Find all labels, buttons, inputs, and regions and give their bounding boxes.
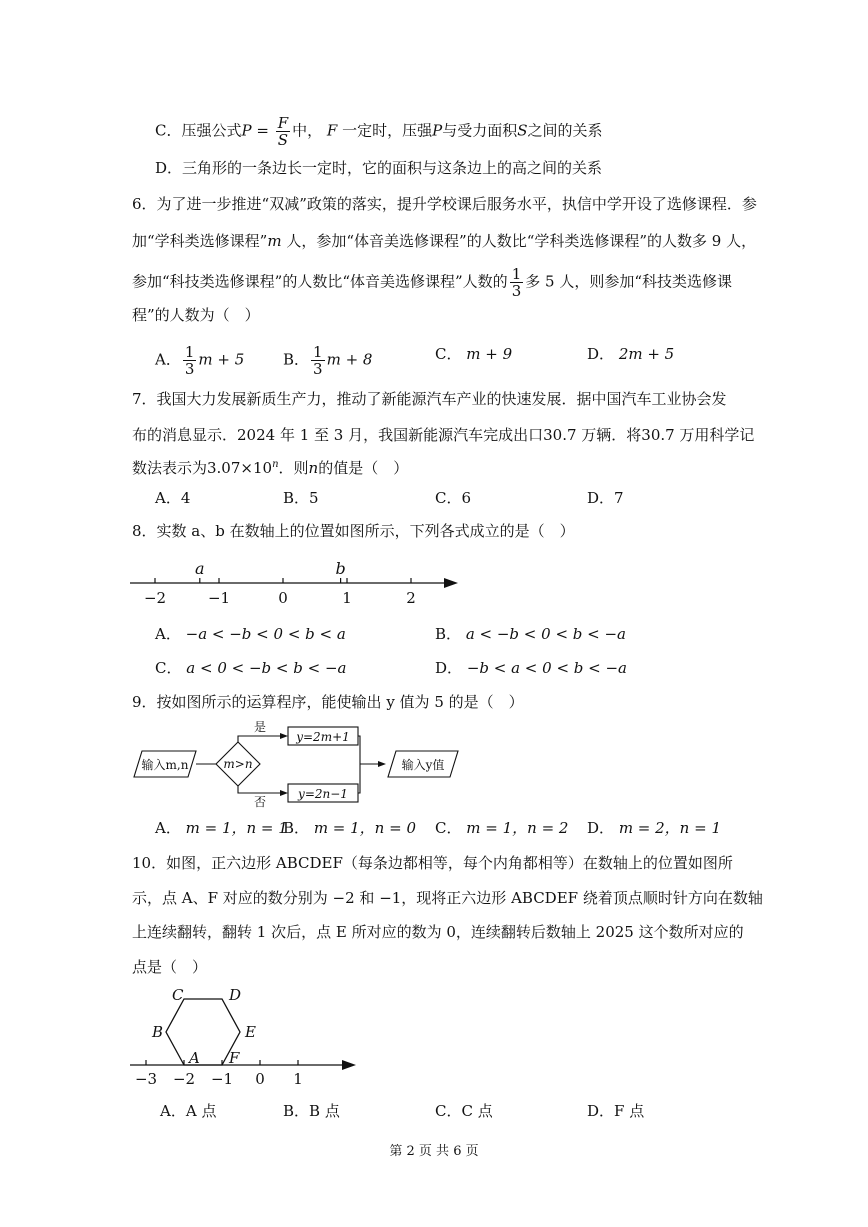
arrow-icon <box>280 790 288 796</box>
option-text: 中， <box>292 121 323 140</box>
option-expr: a < 0 < −b < b < −a <box>186 659 347 677</box>
option-text: 与受力面积 <box>442 121 518 140</box>
q7-text: ．则 <box>278 459 309 477</box>
q9-option-c[interactable] <box>435 818 568 838</box>
q8-option-c[interactable] <box>155 658 346 678</box>
option-expr: A 点 <box>185 1102 217 1120</box>
option-label: C． <box>435 819 462 837</box>
arrow-icon <box>280 733 288 739</box>
q8-stem: 8．实数 a、b 在数轴上的位置如图所示，下列各式成立的是（ ） <box>132 522 575 540</box>
flow-no-label: 否 <box>254 795 267 809</box>
fraction <box>311 344 325 377</box>
vertex-label-f: F <box>229 1049 240 1067</box>
option-label: C． <box>155 659 182 677</box>
q6-line-1: 6．为了进一步推进“双减”政策的落实，提升学校课后服务水平，执信中学开设了选修课程．参 <box>132 195 757 213</box>
math-var: P <box>241 121 252 140</box>
option-label: A． <box>155 819 181 837</box>
fraction <box>183 344 197 377</box>
option-expr: m = 1，n = 0 <box>313 819 416 837</box>
point-label-b: b <box>335 559 346 578</box>
q10-option-b[interactable] <box>283 1101 340 1121</box>
axis-tick-label: −2 <box>172 1070 196 1088</box>
q9-option-b[interactable] <box>283 818 416 838</box>
axis-tick-label: 1 <box>342 589 352 606</box>
option-expr: −b < a < 0 < b < −a <box>466 659 628 677</box>
q6-text: 加“学科类选修课程” <box>132 232 268 250</box>
option-expr: m + 5 <box>198 350 245 369</box>
q10-line-3: 上连续翻转，翻转 1 次后，点 E 所对应的数为 0，连续翻转后数轴上 2025 这个数所对应的 <box>132 923 744 941</box>
option-expr: m + 8 <box>326 350 373 369</box>
option-expr: a < −b < 0 < b < −a <box>465 625 627 643</box>
fraction-denominator: 3 <box>511 282 522 300</box>
fraction-numerator: 1 <box>313 343 323 361</box>
q6-text: 人，参加“体音美选修课程”的人数比“学科类选修课程”的人数多 9 人， <box>286 232 757 250</box>
option-label: B． <box>283 819 310 837</box>
option-label: D． <box>435 659 463 677</box>
q7-option-d[interactable]: D．7 <box>587 489 624 507</box>
q6-text: 多 5 人，则参加“科技类选修课 <box>525 272 732 291</box>
option-label: B． <box>283 1102 310 1120</box>
option-label: C． <box>155 121 182 140</box>
option-text: 压强公式 <box>181 121 242 140</box>
q8-option-d[interactable] <box>435 658 627 678</box>
q10-line-4: 点是（ ） <box>132 958 208 976</box>
q10-option-d[interactable] <box>587 1101 644 1121</box>
option-expr: m = 1，n = 2 <box>466 819 569 837</box>
axis-tick-label: 0 <box>255 1070 265 1088</box>
q5-option-c <box>155 115 603 148</box>
q10-line-2: 示，点 A、F 对应的数分别为 −2 和 −1，现将正六边形 ABCDEF 绕着顶点顺时针方向在数轴 <box>132 889 763 907</box>
math-op: = <box>251 121 274 140</box>
exponent: n <box>272 459 279 470</box>
option-expr: m = 1，n = 1 <box>185 819 288 837</box>
q7-line-1: 7．我国大力发展新质生产力，推动了新能源汽车产业的快速发展．据中国汽车工业协会发 <box>132 390 727 408</box>
flow-output-label: 输入y值 <box>401 758 445 772</box>
q9-option-d[interactable] <box>587 818 721 838</box>
option-label: A． <box>155 350 181 369</box>
option-expr: F 点 <box>614 1102 645 1120</box>
q6-option-a[interactable] <box>155 344 244 377</box>
q6-text: 参加“科技类选修课程”的人数比“体音美选修课程”人数的 <box>132 272 508 291</box>
q9-option-a[interactable] <box>155 818 288 838</box>
axis-tick-label: −2 <box>143 589 167 606</box>
fraction-denominator: 3 <box>313 360 323 378</box>
q8-option-a[interactable] <box>155 624 346 644</box>
flow-connector <box>238 736 286 742</box>
math-var: S <box>517 121 528 140</box>
vertex-label-b: B <box>152 1023 164 1041</box>
math-var: P <box>432 121 443 140</box>
q6-option-c[interactable] <box>435 344 512 364</box>
option-expr: C 点 <box>461 1102 493 1120</box>
q6-line-3 <box>132 266 732 299</box>
option-expr: −a < −b < 0 < b < a <box>185 625 346 643</box>
option-text: 一定时，压强 <box>342 121 433 140</box>
q6-option-b[interactable] <box>283 344 372 377</box>
vertex-label-c: C <box>172 986 184 1004</box>
axis-arrow-icon <box>444 578 458 588</box>
fraction-denominator: 3 <box>184 360 195 378</box>
flow-input-label: 输入m,n <box>141 758 189 772</box>
q7-text: 的值是（ ） <box>318 459 409 477</box>
q6-option-d[interactable] <box>587 344 674 364</box>
q7-option-b[interactable]: B．5 <box>283 489 319 507</box>
q10-option-c[interactable] <box>435 1101 493 1121</box>
option-label: A． <box>160 1102 186 1120</box>
q7-line-2: 布的消息显示．2024 年 1 至 3 月，我国新能源汽车完成出口30.7 万辆．将30.7 万用科学记 <box>132 426 755 444</box>
q9-flowchart <box>128 718 468 810</box>
option-label: D． <box>587 345 615 363</box>
q5-option-d <box>155 158 602 178</box>
math-var: n <box>308 459 319 477</box>
fraction-numerator: 1 <box>184 343 195 361</box>
q8-number-line <box>128 556 468 606</box>
fraction-numerator: F <box>277 114 289 132</box>
option-expr: m = 2，n = 1 <box>618 819 721 837</box>
fraction-one-third <box>510 266 524 299</box>
yes-process-label: y=2m+1 <box>296 730 350 744</box>
option-label: C． <box>435 1102 462 1120</box>
option-expr: m + 9 <box>466 345 513 363</box>
fraction-denominator: S <box>277 131 289 149</box>
option-label: D． <box>155 159 183 177</box>
arrow-icon <box>378 761 386 767</box>
q10-option-a[interactable] <box>160 1101 216 1121</box>
point-label-a: a <box>195 559 205 578</box>
q9-stem: 9．按如图所示的运算程序，能使输出 y 值为 5 的是（ ） <box>132 693 524 711</box>
q10-hexagon-figure <box>128 985 368 1090</box>
axis-arrow-icon <box>342 1060 356 1070</box>
vertex-label-e: E <box>245 1023 256 1041</box>
vertex-label-a: A <box>189 1049 200 1067</box>
vertex-label-d: D <box>229 986 242 1004</box>
option-label: D． <box>587 1102 615 1120</box>
math-var: F <box>326 121 338 140</box>
option-label: A． <box>155 625 181 643</box>
q7-line-3 <box>132 455 408 478</box>
axis-tick-label: 0 <box>278 589 288 606</box>
q7-option-a[interactable]: A．4 <box>155 489 191 507</box>
option-expr: B 点 <box>309 1102 340 1120</box>
axis-tick-label: −1 <box>207 589 231 606</box>
fraction-numerator: 1 <box>511 265 522 283</box>
q8-option-b[interactable] <box>435 624 626 644</box>
no-process-label: y=2n−1 <box>298 787 348 801</box>
option-expr: 2m + 5 <box>618 345 675 363</box>
option-text: 三角形的一条边长一定时，它的面积与这条边上的高之间的关系 <box>182 159 603 177</box>
option-text: 之间的关系 <box>527 121 603 140</box>
axis-tick-label: −3 <box>134 1070 158 1088</box>
flow-connector <box>238 786 286 793</box>
flow-condition-label: m>n <box>223 757 253 771</box>
option-label: D． <box>587 819 615 837</box>
flow-yes-label: 是 <box>254 720 267 734</box>
q6-line-2 <box>132 231 756 251</box>
fraction-f-over-s <box>276 115 290 148</box>
math-var: m <box>267 232 282 250</box>
axis-tick-label: 1 <box>293 1070 303 1088</box>
q6-line-4: 程”的人数为（ ） <box>132 306 260 324</box>
q7-text: 数法表示为3.07×10 <box>132 459 273 477</box>
q7-option-c[interactable]: C．6 <box>435 489 472 507</box>
q10-line-1: 10．如图，正六边形 ABCDEF（每条边都相等，每个内角都相等）在数轴上的位置如图所 <box>132 854 733 872</box>
option-label: B． <box>283 350 310 369</box>
option-label: C． <box>435 345 462 363</box>
option-label: B． <box>435 625 462 643</box>
page-footer: 第 2 页 共 6 页 <box>389 1144 479 1159</box>
axis-tick-label: −1 <box>210 1070 234 1088</box>
axis-tick-label: 2 <box>406 589 416 606</box>
